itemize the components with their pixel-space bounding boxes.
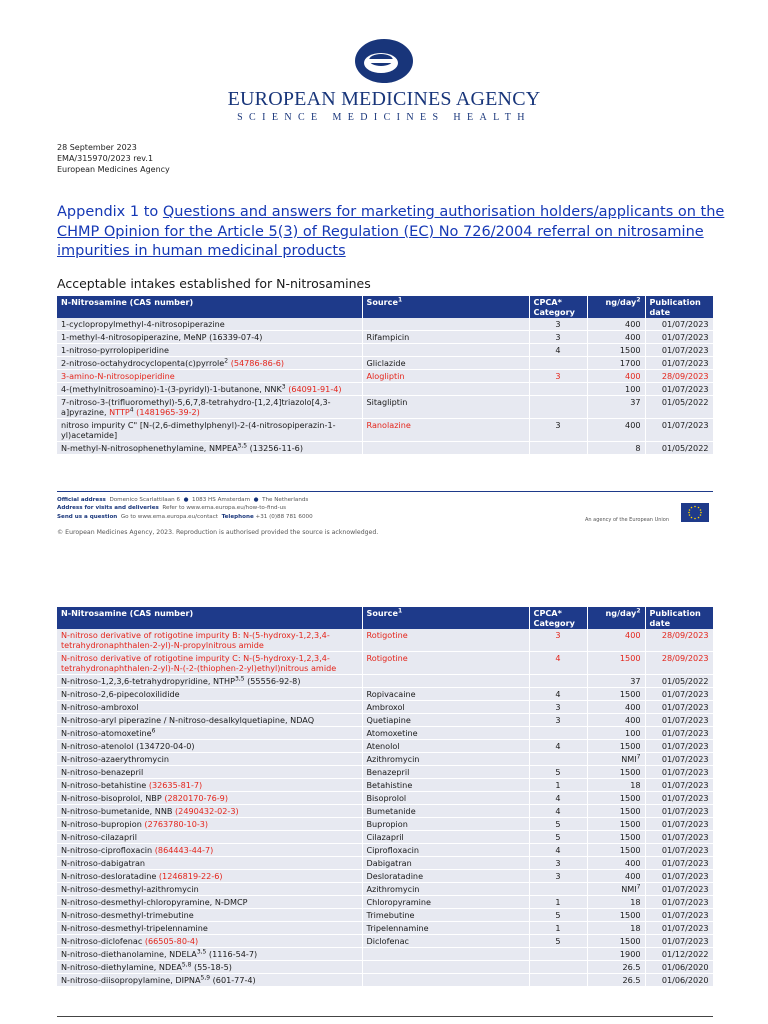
cell-ng-per-day: 1500	[587, 792, 645, 805]
cell-nitrosamine: N-nitroso-diisopropylamine, DIPNA$^{5,9}$ (601-77-4)	[57, 974, 362, 987]
cell-nitrosamine: N-nitroso-2,6-pipecoloxilidide	[57, 688, 362, 701]
cell-nitrosamine: nitroso impurity C" [N-(2,6-dimethylphenyl)-2-(4-nitrosopiperazin-1-yl)acetamide]	[57, 419, 362, 442]
cell-ng-per-day: 1500	[587, 831, 645, 844]
cell-cpca-category: 4	[529, 652, 587, 675]
cell-cpca-category	[529, 727, 587, 740]
cell-cpca-category: 4	[529, 844, 587, 857]
cell-nitrosamine: 1-cyclopropylmethyl-4-nitrosopiperazine	[57, 318, 362, 331]
cell-publication-date: 01/07/2023	[645, 844, 713, 857]
table-row	[57, 831, 713, 844]
cell-source: Bisoprolol	[362, 792, 529, 805]
cell-publication-date: 01/07/2023	[645, 383, 713, 396]
nitrosamine-table-1	[57, 296, 714, 455]
cell-nitrosamine: N-methyl-N-nitrosophenethylamine, NMPEA$^{3,5}$ (13256-11-6)	[57, 442, 362, 455]
cell-publication-date: 01/07/2023	[645, 909, 713, 922]
cell-publication-date: 01/07/2023	[645, 357, 713, 370]
cell-source: Ambroxol	[362, 701, 529, 714]
col-header-date: Publication date	[645, 296, 713, 318]
cell-ng-per-day: 400	[587, 857, 645, 870]
cell-nitrosamine: N-nitroso-atenolol (134720-04-0)	[57, 740, 362, 753]
cell-source: Bupropion	[362, 818, 529, 831]
cell-ng-per-day: 1500	[587, 766, 645, 779]
cell-publication-date: 01/06/2020	[645, 974, 713, 987]
cell-publication-date: 01/07/2023	[645, 753, 713, 766]
cell-ng-per-day: 1700	[587, 357, 645, 370]
cell-ng-per-day: 100	[587, 727, 645, 740]
cell-publication-date: 01/07/2023	[645, 818, 713, 831]
cell-source: Azithromycin	[362, 753, 529, 766]
table-row	[57, 701, 713, 714]
cell-source	[362, 383, 529, 396]
agency-name: EUROPEAN MEDICINES AGENCY	[227, 88, 541, 110]
cell-publication-date: 01/07/2023	[645, 701, 713, 714]
cell-ng-per-day: 1900	[587, 948, 645, 961]
cell-source: Gliclazide	[362, 357, 529, 370]
cell-cpca-category: 3	[529, 318, 587, 331]
cell-nitrosamine: 1-nitroso-pyrrolopiperidine	[57, 344, 362, 357]
cell-cpca-category	[529, 396, 587, 419]
cell-ng-per-day: 400	[587, 318, 645, 331]
col-header-ngday: ng/day$^2$	[587, 296, 645, 318]
cell-cpca-category	[529, 948, 587, 961]
cell-ng-per-day: 1500	[587, 844, 645, 857]
cell-publication-date: 01/07/2023	[645, 857, 713, 870]
cell-publication-date: 01/07/2023	[645, 331, 713, 344]
table-row	[57, 948, 713, 961]
cell-ng-per-day: 400	[587, 331, 645, 344]
cell-source: Bumetanide	[362, 805, 529, 818]
cell-ng-per-day: 26.5	[587, 974, 645, 987]
cell-cpca-category: 4	[529, 740, 587, 753]
cell-ng-per-day: 1500	[587, 805, 645, 818]
cell-nitrosamine: 4-(methylnitrosoamino)-1-(3-pyridyl)-1-butanone, NNK$^3$ (64091-91-4)	[57, 383, 362, 396]
cell-cpca-category: 3	[529, 714, 587, 727]
table-row	[57, 935, 713, 948]
cell-publication-date: 01/12/2022	[645, 948, 713, 961]
cell-ng-per-day: 1500	[587, 688, 645, 701]
table-row	[57, 740, 713, 753]
document-meta	[57, 142, 170, 175]
cell-cpca-category: 3	[529, 370, 587, 383]
cell-source: Alogliptin	[362, 370, 529, 383]
cell-nitrosamine: N-nitroso-desmethyl-chloropyramine, N-DMCP	[57, 896, 362, 909]
cell-cpca-category	[529, 357, 587, 370]
cell-ng-per-day: 26.5	[587, 961, 645, 974]
cell-ng-per-day: 1500	[587, 935, 645, 948]
cell-nitrosamine: N-nitroso-ciprofloxacin (864443-44-7)	[57, 844, 362, 857]
cell-ng-per-day: NMI$^7$	[587, 883, 645, 896]
table-row	[57, 396, 713, 419]
table-row	[57, 974, 713, 987]
cell-cpca-category: 1	[529, 896, 587, 909]
table-row	[57, 688, 713, 701]
document-date: 28 September 2023	[57, 143, 137, 152]
cell-source	[362, 344, 529, 357]
cell-source: Sitagliptin	[362, 396, 529, 419]
cell-nitrosamine: N-nitroso-desmethyl-tripelennamine	[57, 922, 362, 935]
cell-cpca-category: 3	[529, 419, 587, 442]
cell-publication-date: 01/05/2022	[645, 396, 713, 419]
cell-nitrosamine: N-nitroso-bisoprolol, NBP (2820170-76-9)	[57, 792, 362, 805]
cell-ng-per-day: 400	[587, 629, 645, 652]
cell-ng-per-day: 1500	[587, 818, 645, 831]
table-row	[57, 779, 713, 792]
cell-cpca-category	[529, 383, 587, 396]
footer-address: Official address Domenico Scarlattilaan 6 ● 1083 HS Amsterdam ● The Netherlands Address for visits and deliveries Refer to www.ema.europa.eu/how-to-find-us Send us a question Go to www.ema.europa.eu/contact Telephone +31 (0)88 781 6000	[57, 497, 313, 520]
cell-source: Atomoxetine	[362, 727, 529, 740]
table-row	[57, 753, 713, 766]
cell-source	[362, 442, 529, 455]
cell-nitrosamine: N-nitroso-bupropion (2763780-10-3)	[57, 818, 362, 831]
ema-emblem-icon	[353, 38, 415, 84]
cell-publication-date: 01/07/2023	[645, 883, 713, 896]
cell-cpca-category: 5	[529, 766, 587, 779]
cell-publication-date: 01/07/2023	[645, 740, 713, 753]
cell-nitrosamine: N-nitroso-aryl piperazine / N-nitroso-desalkylquetiapine, NDAQ	[57, 714, 362, 727]
cell-cpca-category: 5	[529, 909, 587, 922]
cell-ng-per-day: 1500	[587, 344, 645, 357]
table-row	[57, 766, 713, 779]
table-header-row	[57, 607, 713, 629]
cell-nitrosamine: N-nitroso-desloratadine (1246819-22-6)	[57, 870, 362, 883]
cell-ng-per-day: 18	[587, 896, 645, 909]
cell-cpca-category: 1	[529, 922, 587, 935]
cell-publication-date: 01/07/2023	[645, 922, 713, 935]
table-row	[57, 331, 713, 344]
cell-cpca-category: 5	[529, 935, 587, 948]
cell-source	[362, 948, 529, 961]
cell-cpca-category: 3	[529, 857, 587, 870]
table-row	[57, 442, 713, 455]
cell-source	[362, 318, 529, 331]
contact-link[interactable]: Go to www.ema.europa.eu/contact	[120, 513, 218, 520]
cell-cpca-category: 3	[529, 701, 587, 714]
table-row	[57, 883, 713, 896]
cell-nitrosamine: N-nitroso-diethanolamine, NDELA$^{3,5}$ (1116-54-7)	[57, 948, 362, 961]
table-row	[57, 922, 713, 935]
cell-nitrosamine: N-nitroso derivative of rotigotine impurity B: N-(5-hydroxy-1,2,3,4-tetrahydronaphthalen-2-yl)-N-propylnitrous amide	[57, 629, 362, 652]
table-row	[57, 344, 713, 357]
table-row	[57, 870, 713, 883]
cell-source: Benazepril	[362, 766, 529, 779]
cell-nitrosamine: 3-amino-N-nitrosopiperidine	[57, 370, 362, 383]
cell-publication-date: 01/07/2023	[645, 831, 713, 844]
cell-source: Ciprofloxacin	[362, 844, 529, 857]
document-org: European Medicines Agency	[57, 165, 170, 174]
document-reference: EMA/315970/2023 rev.1	[57, 154, 154, 163]
table-row	[57, 805, 713, 818]
cell-publication-date: 01/07/2023	[645, 779, 713, 792]
cell-ng-per-day: 100	[587, 383, 645, 396]
cell-publication-date: 01/07/2023	[645, 935, 713, 948]
cell-publication-date: 28/09/2023	[645, 370, 713, 383]
nitrosamine-table-2	[57, 607, 714, 987]
cell-ng-per-day: 1500	[587, 909, 645, 922]
cell-publication-date: 01/07/2023	[645, 727, 713, 740]
cell-nitrosamine: 7-nitroso-3-(trifluoromethyl)-5,6,7,8-tetrahydro-[1,2,4]triazolo[4,3-a]pyrazine, NTTP$^4$ (1481965-39-2)	[57, 396, 362, 419]
cell-source: Ranolazine	[362, 419, 529, 442]
cell-cpca-category: 5	[529, 818, 587, 831]
cell-cpca-category: 3	[529, 331, 587, 344]
cell-ng-per-day: 37	[587, 675, 645, 688]
cell-publication-date: 01/05/2022	[645, 675, 713, 688]
cell-ng-per-day: 1500	[587, 652, 645, 675]
table-row	[57, 909, 713, 922]
table-row	[57, 357, 713, 370]
cell-source: Desloratadine	[362, 870, 529, 883]
cell-cpca-category	[529, 753, 587, 766]
cell-nitrosamine: N-nitroso-bumetanide, NNB (2490432-02-3)	[57, 805, 362, 818]
cell-source: Betahistine	[362, 779, 529, 792]
cell-cpca-category	[529, 675, 587, 688]
appendix-prefix: Appendix 1 to	[57, 204, 163, 220]
cell-cpca-category: 5	[529, 831, 587, 844]
qa-document-link[interactable]: Questions and answers for marketing authorisation holders/applicants on the CHMP Opinion for the Article 5(3) of Regulation (EC) No 726/2004 referral on nitrosamine impurities in human medicinal products	[57, 204, 725, 260]
table-row	[57, 652, 713, 675]
footer-divider	[57, 491, 713, 492]
cell-ng-per-day: 400	[587, 419, 645, 442]
cell-nitrosamine: 1-methyl-4-nitrosopiperazine, MeNP (16339-07-4)	[57, 331, 362, 344]
cell-source: Rotigotine	[362, 652, 529, 675]
cell-nitrosamine: N-nitroso-1,2,3,6-tetrahydropyridine, NTHP$^{3,5}$ (55556-92-8)	[57, 675, 362, 688]
visits-link[interactable]: Refer to www.ema.europa.eu/how-to-find-us	[162, 505, 287, 512]
cell-publication-date: 01/07/2023	[645, 896, 713, 909]
cell-publication-date: 01/07/2023	[645, 870, 713, 883]
cell-publication-date: 01/07/2023	[645, 344, 713, 357]
table-row	[57, 383, 713, 396]
cell-publication-date: 01/06/2020	[645, 961, 713, 974]
eu-agency-note: An agency of the European Union	[585, 517, 670, 523]
cell-source: Tripelennamine	[362, 922, 529, 935]
cell-cpca-category: 3	[529, 629, 587, 652]
cell-ng-per-day: 1500	[587, 740, 645, 753]
cell-cpca-category	[529, 883, 587, 896]
table-row	[57, 844, 713, 857]
cell-cpca-category: 4	[529, 805, 587, 818]
cell-ng-per-day: 37	[587, 396, 645, 419]
copyright-notice: © European Medicines Agency, 2023. Reproduction is authorised provided the source is acknowledged.	[57, 529, 379, 536]
cell-publication-date: 01/07/2023	[645, 805, 713, 818]
cell-source	[362, 974, 529, 987]
cell-source: Cilazapril	[362, 831, 529, 844]
col-header-cpca: CPCA* Category	[529, 296, 587, 318]
cell-ng-per-day: 400	[587, 370, 645, 383]
cell-source	[362, 961, 529, 974]
cell-nitrosamine: N-nitroso-atomoxetine$^6$	[57, 727, 362, 740]
cell-cpca-category	[529, 442, 587, 455]
page-bottom-divider	[57, 1016, 713, 1017]
table-row	[57, 370, 713, 383]
cell-source	[362, 675, 529, 688]
table-row	[57, 857, 713, 870]
table-row	[57, 792, 713, 805]
cell-source: Quetiapine	[362, 714, 529, 727]
table-row	[57, 419, 713, 442]
cell-ng-per-day: 400	[587, 870, 645, 883]
cell-source: Rotigotine	[362, 629, 529, 652]
cell-nitrosamine: N-nitroso-cilazapril	[57, 831, 362, 844]
col-header-ngday: ng/day$^2$	[587, 607, 645, 629]
col-header-name: N-Nitrosamine (CAS number)	[57, 296, 362, 318]
cell-publication-date: 01/05/2022	[645, 442, 713, 455]
cell-publication-date: 01/07/2023	[645, 714, 713, 727]
cell-publication-date: 28/09/2023	[645, 629, 713, 652]
cell-cpca-category: 3	[529, 870, 587, 883]
cell-nitrosamine: 2-nitroso-octahydrocyclopenta(c)pyrrole$^2$ (54786-86-6)	[57, 357, 362, 370]
table-row	[57, 318, 713, 331]
cell-nitrosamine: N-nitroso-desmethyl-azithromycin	[57, 883, 362, 896]
cell-source: Dabigatran	[362, 857, 529, 870]
cell-cpca-category	[529, 961, 587, 974]
cell-source: Atenolol	[362, 740, 529, 753]
cell-cpca-category	[529, 974, 587, 987]
eu-flag-icon	[681, 503, 709, 522]
cell-ng-per-day: NMI$^7$	[587, 753, 645, 766]
col-header-source: Source$^1$	[362, 607, 529, 629]
cell-nitrosamine: N-nitroso-diclofenac (66505-80-4)	[57, 935, 362, 948]
col-header-cpca: CPCA* Category	[529, 607, 587, 629]
appendix-title	[57, 203, 737, 262]
table-row	[57, 714, 713, 727]
cell-nitrosamine: N-nitroso-benazepril	[57, 766, 362, 779]
section-subtitle: Acceptable intakes established for N-nitrosamines	[57, 276, 371, 291]
cell-cpca-category: 4	[529, 344, 587, 357]
cell-publication-date: 28/09/2023	[645, 652, 713, 675]
cell-publication-date: 01/07/2023	[645, 792, 713, 805]
cell-ng-per-day: 400	[587, 714, 645, 727]
cell-nitrosamine: N-nitroso-ambroxol	[57, 701, 362, 714]
cell-source: Chloropyramine	[362, 896, 529, 909]
cell-source: Diclofenac	[362, 935, 529, 948]
table-row	[57, 896, 713, 909]
cell-source: Rifampicin	[362, 331, 529, 344]
cell-publication-date: 01/07/2023	[645, 688, 713, 701]
cell-ng-per-day: 8	[587, 442, 645, 455]
cell-cpca-category: 1	[529, 779, 587, 792]
table-row	[57, 961, 713, 974]
cell-publication-date: 01/07/2023	[645, 419, 713, 442]
table-header-row	[57, 296, 713, 318]
cell-source: Trimebutine	[362, 909, 529, 922]
table-row	[57, 675, 713, 688]
cell-publication-date: 01/07/2023	[645, 318, 713, 331]
col-header-date: Publication date	[645, 607, 713, 629]
agency-tagline: SCIENCE MEDICINES HEALTH	[237, 112, 531, 123]
ema-logo	[0, 38, 768, 123]
cell-nitrosamine: N-nitroso derivative of rotigotine impurity C: N-(5-hydroxy-1,2,3,4-tetrahydronaphthalen-2-yl)-N-(-2-(thiophen-2-yl)ethyl)nitrous amide	[57, 652, 362, 675]
cell-publication-date: 01/07/2023	[645, 766, 713, 779]
cell-nitrosamine: N-nitroso-desmethyl-trimebutine	[57, 909, 362, 922]
cell-nitrosamine: N-nitroso-azaerythromycin	[57, 753, 362, 766]
cell-ng-per-day: 400	[587, 701, 645, 714]
col-header-name: N-Nitrosamine (CAS number)	[57, 607, 362, 629]
cell-cpca-category: 4	[529, 688, 587, 701]
cell-source: Ropivacaine	[362, 688, 529, 701]
cell-cpca-category: 4	[529, 792, 587, 805]
table-row	[57, 818, 713, 831]
table-row	[57, 727, 713, 740]
cell-nitrosamine: N-nitroso-diethylamine, NDEA$^{5,8}$ (55-18-5)	[57, 961, 362, 974]
cell-ng-per-day: 18	[587, 779, 645, 792]
table-row	[57, 629, 713, 652]
cell-source: Azithromycin	[362, 883, 529, 896]
cell-nitrosamine: N-nitroso-betahistine (32635-81-7)	[57, 779, 362, 792]
cell-ng-per-day: 18	[587, 922, 645, 935]
cell-nitrosamine: N-nitroso-dabigatran	[57, 857, 362, 870]
col-header-source: Source$^1$	[362, 296, 529, 318]
